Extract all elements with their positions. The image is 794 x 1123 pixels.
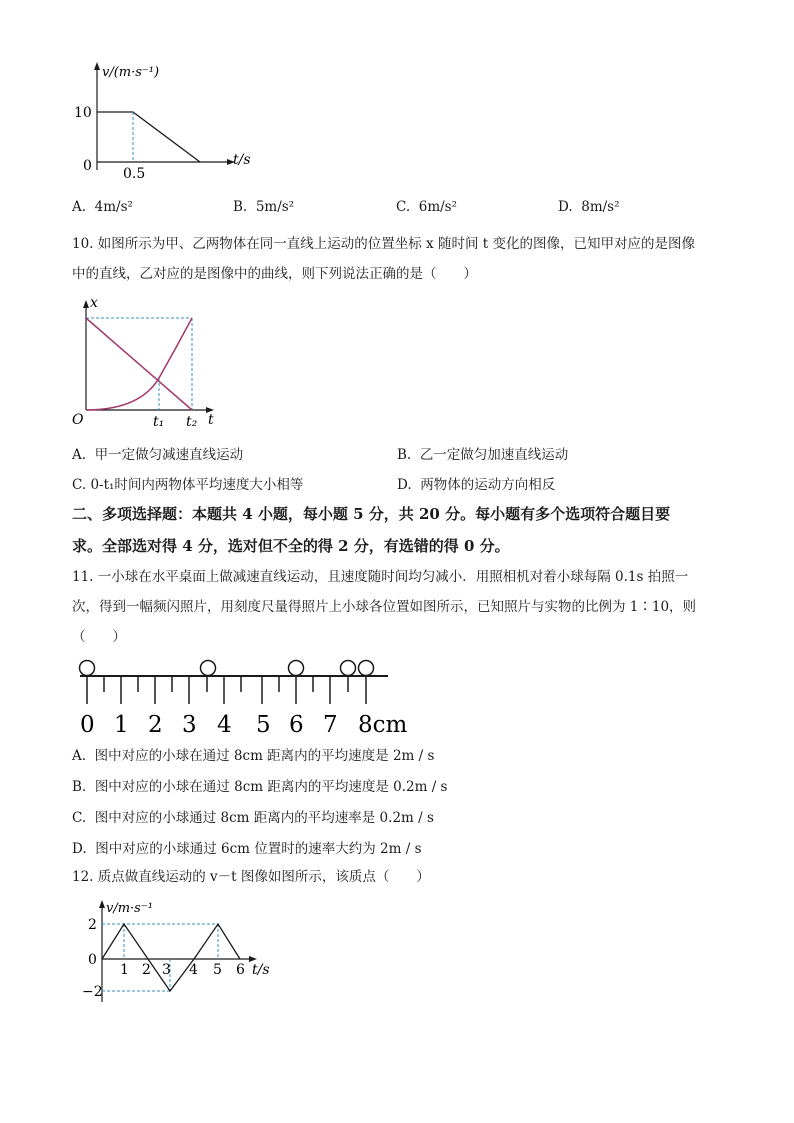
q9-xlabel: t/s (233, 152, 251, 168)
q12-velocity-line (102, 924, 240, 991)
q11-ruler-label-0: 0 (80, 712, 95, 738)
q10-ylabel: x (90, 295, 98, 311)
q11-ruler-label-4: 4 (217, 712, 232, 738)
q11-option-d-letter: D. (72, 841, 87, 857)
q11-stem-line2: 次，得到一幅频闪照片，用刻度尺量得照片上小球各位置如图所示，已知照片与实物的比例为 1∶10，则 (72, 599, 697, 615)
q9-ytick-10: 10 (74, 105, 92, 121)
q10-stem-line2: 中的直线，乙对应的是图像中的曲线，则下列说法正确的是（ ） (72, 266, 477, 282)
q11-option-d-text: 图中对应的小球通过 6cm 位置时的速率大约为 2m / s (95, 841, 422, 857)
q11-option-c-letter: C. (72, 810, 87, 826)
q9-option-a[interactable] (72, 199, 133, 215)
q12-xlabel: t/s (252, 962, 270, 978)
q9-option-a-text: 4m/s² (94, 199, 133, 215)
q12-vt-graph (82, 894, 282, 1006)
q9-option-c-text: 6m/s² (418, 199, 458, 215)
q9-option-c-letter: C. (396, 199, 411, 215)
q11-ruler-ticks (87, 676, 366, 704)
q11-option-a[interactable] (72, 744, 434, 764)
q12-dashed-guides (102, 924, 218, 991)
q12-ylabel: v/m·s⁻¹ (106, 901, 153, 916)
q10-option-c-text: 0-t₁时间内两物体平均速度大小相等 (90, 477, 304, 493)
q11-ball-2 (201, 661, 216, 676)
q10-line-jia (86, 318, 192, 410)
q10-xlabel: t (208, 412, 214, 428)
q11-ball-4 (341, 661, 356, 676)
q11-option-a-letter: A. (72, 748, 87, 764)
q12-xtick-4: 4 (189, 962, 198, 978)
q9-y-arrow (94, 62, 100, 70)
q12-xtick-5: 5 (213, 962, 222, 978)
q10-option-a[interactable] (72, 443, 243, 463)
q11-ball-5 (359, 661, 374, 676)
q10-option-b[interactable] (397, 443, 568, 463)
q10-option-d[interactable] (397, 473, 555, 493)
q9-velocity-line (97, 112, 200, 162)
q11-ball-positions (80, 661, 374, 676)
q10-t2-label: t₂ (186, 414, 198, 430)
q11-option-b-text: 图中对应的小球在通过 8cm 距离内的平均速度是 0.2m / s (94, 779, 448, 795)
q10-y-arrow (83, 300, 89, 308)
q11-ruler-label-7: 7 (323, 712, 338, 738)
q11-option-b-letter: B. (72, 779, 87, 795)
q11-ruler-label-2: 2 (148, 712, 163, 738)
q9-option-a-letter: A. (72, 199, 87, 215)
q11-option-b[interactable] (72, 775, 447, 795)
q9-option-d-text: 8m/s² (581, 199, 620, 215)
q11-ball-1 (80, 661, 95, 676)
q10-option-a-letter: A. (72, 447, 87, 463)
q11-ruler-label-1: 1 (114, 712, 129, 738)
q11-ruler-label-5: 5 (256, 712, 271, 738)
q12-xtick-2: 2 (142, 962, 151, 978)
q12-ytick-neg: −2 (82, 984, 103, 1000)
q12-xtick-labels (120, 962, 245, 978)
q12-y-arrow (99, 900, 105, 908)
q10-origin: O (72, 412, 84, 428)
q11-ruler-labels (80, 712, 408, 738)
q11-ruler-label-6: 6 (289, 712, 304, 738)
q11-option-a-text: 图中对应的小球在通过 8cm 距离内的平均速度是 2m / s (94, 748, 435, 764)
q12-ytick-zero: 0 (88, 952, 97, 968)
q9-ylabel: v/(m·s⁻¹) (102, 65, 160, 80)
q11-ruler-label-8: 8cm (358, 712, 408, 738)
section2-heading-line1: 二、多项选择题：本题共 4 小题，每小题 5 分，共 20 分。每小题有多个选项符合题目要 (72, 505, 671, 523)
q11-ruler-figure (70, 652, 420, 742)
section2-heading-line2: 求。全部选对得 4 分，选对但不全的得 2 分，有选错的得 0 分。 (72, 537, 510, 555)
q10-option-a-text: 甲一定做匀减速直线运动 (94, 447, 244, 463)
q9-option-c[interactable] (396, 199, 457, 215)
q11-option-c[interactable] (72, 806, 434, 826)
q11-stem-line3: （ ） (72, 629, 126, 645)
q9-option-d-letter: D. (558, 199, 573, 215)
q9-origin: 0 (83, 158, 92, 174)
q9-option-b[interactable] (233, 199, 294, 215)
q10-option-d-letter: D. (397, 477, 412, 493)
q9-vt-graph (70, 58, 270, 183)
q10-stem-line1: 10. 如图所示为甲、乙两物体在同一直线上运动的位置坐标 x 随时间 t 变化的图像，已知甲对应的是图像 (72, 236, 695, 252)
q12-stem: 12. 质点做直线运动的 v－t 图像如图所示，该质点（ ） (72, 869, 430, 885)
q11-ruler-label-3: 3 (182, 712, 197, 738)
q11-option-c-text: 图中对应的小球通过 8cm 距离内的平均速率是 0.2m / s (94, 810, 434, 826)
q9-option-d[interactable] (558, 199, 620, 215)
q9-xtick: 0.5 (123, 166, 146, 182)
q12-xtick-1: 1 (120, 962, 129, 978)
q12-ytick-pos: 2 (88, 917, 97, 933)
q10-t1-label: t₁ (153, 414, 165, 430)
q9-option-b-text: 5m/s² (255, 199, 295, 215)
q12-xtick-3: 3 (162, 962, 171, 978)
q10-option-d-text: 两物体的运动方向相反 (420, 477, 556, 493)
q11-stem-line1: 11. 一小球在水平桌面上做减速直线运动，且速度随时间均匀减小．用照相机对着小球每隔 0.1s 拍照一 (72, 569, 689, 585)
q12-xtick-6: 6 (236, 962, 245, 978)
q10-option-c-letter: C. (72, 477, 87, 493)
q10-option-c[interactable] (72, 473, 303, 493)
q11-option-d[interactable] (72, 837, 422, 857)
q10-option-b-letter: B. (397, 447, 412, 463)
q10-xt-graph (70, 293, 230, 433)
q11-ball-3 (289, 661, 304, 676)
q9-option-b-letter: B. (233, 199, 248, 215)
q10-option-b-text: 乙一定做匀加速直线运动 (419, 447, 569, 463)
